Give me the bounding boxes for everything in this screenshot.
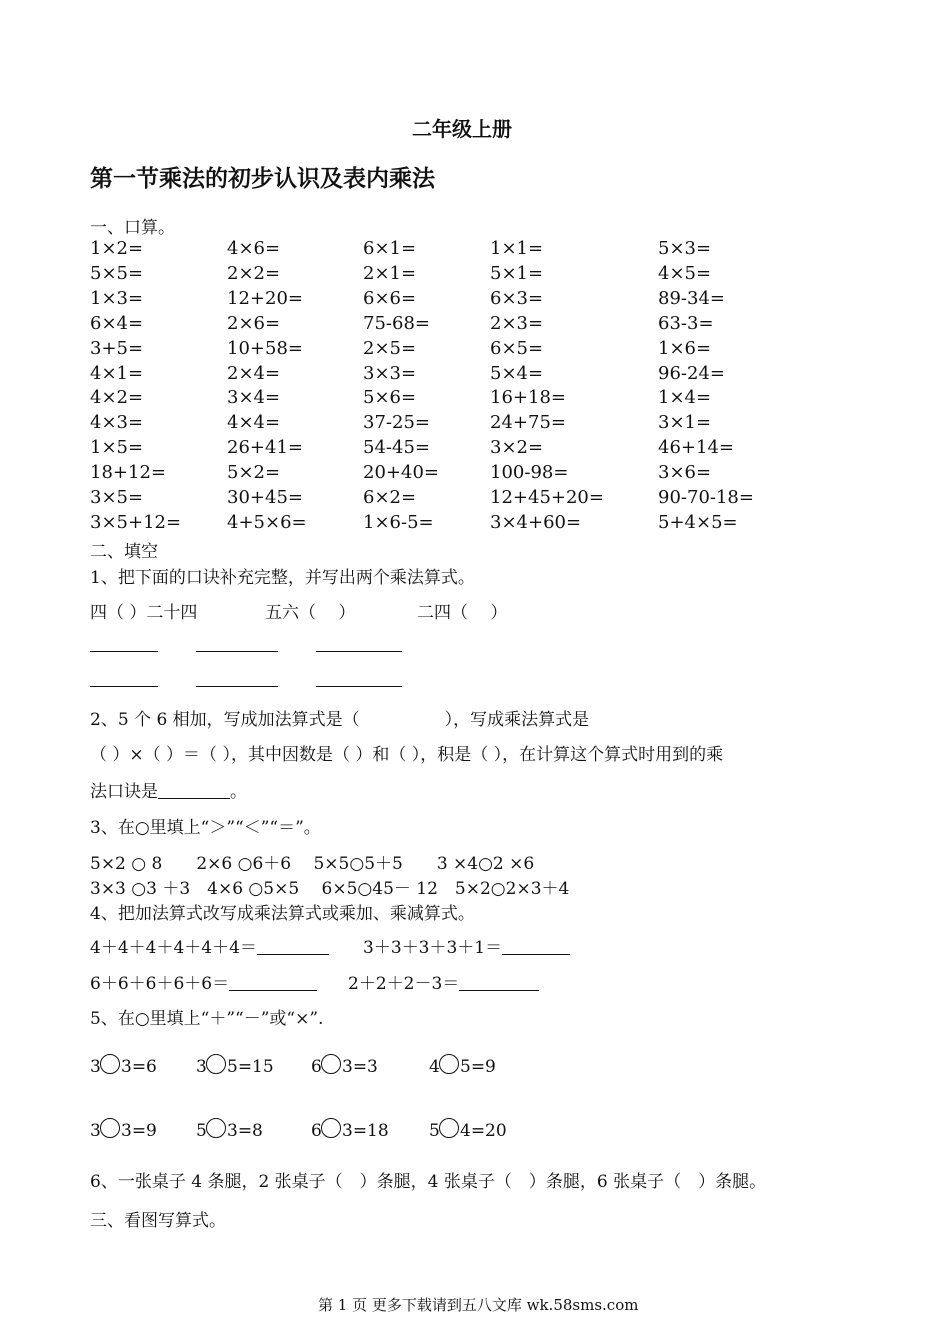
calc-problem: 2×6=	[227, 312, 281, 334]
calc-problem: 3×5=	[90, 487, 144, 508]
calc-problem: 30+45=	[227, 487, 303, 508]
operator-circle[interactable]	[439, 1054, 459, 1074]
calc-problem: 6×3=	[490, 287, 544, 309]
calc-problem: 3×4+60=	[490, 511, 582, 533]
calc-problem: 1×3=	[90, 287, 144, 309]
answer-blank[interactable]	[459, 972, 539, 991]
calc-problem: 4×6=	[227, 238, 281, 259]
calc-problem: 96-24=	[658, 362, 725, 384]
answer-line[interactable]	[90, 686, 158, 687]
q1-item-1: 四（ ）二十四	[90, 603, 198, 623]
calc-problem: 26+41=	[227, 437, 303, 459]
calc-problem: 4×1=	[90, 362, 144, 384]
answer-line[interactable]	[90, 651, 158, 652]
q4-expr-c: 6＋6＋6＋6＋6＝	[90, 974, 230, 994]
calc-problem: 54-45=	[363, 437, 430, 459]
calc-problem: 6×4=	[90, 312, 144, 334]
calc-problem: 1×5=	[90, 437, 144, 459]
calc-problem: 5×5=	[90, 262, 144, 284]
q5-operand: 3	[90, 1057, 101, 1077]
answer-line[interactable]	[196, 686, 278, 687]
calc-problem: 4+5×6=	[227, 511, 307, 533]
answer-line[interactable]	[196, 651, 278, 652]
q4-item-d	[348, 969, 539, 994]
q5-operand: 6	[311, 1121, 322, 1141]
q2-line3-text: 法口诀是	[90, 782, 158, 802]
q4-expr-d: 2＋2＋2－3＝	[348, 974, 460, 994]
calc-problem: 3×1=	[658, 412, 712, 434]
calc-problem: 90-70-18=	[658, 487, 754, 508]
q5-operand: 5	[196, 1121, 207, 1141]
operator-circle[interactable]	[100, 1118, 120, 1138]
calc-problem: 75-68=	[363, 312, 430, 334]
answer-blank[interactable]	[502, 936, 570, 955]
calc-problem: 37-25=	[363, 412, 430, 434]
calc-problem: 100-98=	[490, 462, 569, 484]
calc-problem: 46+14=	[658, 437, 734, 459]
q1-text: 1、把下面的口诀补充完整，并写出两个乘法算式。	[90, 568, 475, 588]
calc-problem: 5×6=	[363, 387, 417, 409]
answer-line[interactable]	[316, 651, 402, 652]
q5-result: 3=18	[342, 1121, 389, 1141]
q1-item-3: 二四（ ）	[417, 603, 508, 623]
calc-problem: 3×2=	[490, 437, 544, 459]
answer-blank[interactable]	[229, 972, 317, 991]
page-footer: 第 1 页 更多下载请到五八文库 wk.58sms.com	[318, 1296, 639, 1314]
answer-line[interactable]	[316, 686, 402, 687]
calc-problem: 12+20=	[227, 287, 303, 309]
section-title: 第一节乘法的初步认识及表内乘法	[90, 166, 435, 192]
calc-problem: 3×6=	[658, 462, 712, 484]
operator-circle[interactable]	[100, 1054, 120, 1074]
q6-text: 6、一张桌子 4 条腿，2 张桌子（ ）条腿，4 张桌子（ ）条腿，6 张桌子（ ）条腿。	[90, 1172, 767, 1192]
q5-operand: 4	[429, 1057, 440, 1077]
calc-problem: 89-34=	[658, 287, 725, 309]
calc-problem: 5×4=	[490, 362, 544, 384]
operator-circle[interactable]	[206, 1118, 226, 1138]
calc-problem: 5+4×5=	[658, 511, 738, 533]
q3-row-1: 5×2 ○ 8 2×6 ○6＋6 5×5○5＋5 3 ×4○2 ×6	[90, 854, 535, 874]
q5-operand: 3	[196, 1057, 207, 1077]
q5-result: 3=6	[121, 1057, 157, 1077]
calc-problem: 2×1=	[363, 262, 417, 284]
calc-problem: 1×6-5=	[363, 511, 434, 533]
q5-result: 5=15	[227, 1057, 274, 1077]
calc-problem: 12+45+20=	[490, 487, 604, 508]
calc-problem: 18+12=	[90, 462, 166, 484]
calc-problem: 1×1=	[490, 238, 544, 259]
calc-problem: 4×2=	[90, 387, 144, 409]
calc-problem: 2×3=	[490, 312, 544, 334]
calc-problem: 1×6=	[658, 337, 712, 359]
calc-problem: 5×1=	[490, 262, 544, 284]
calc-problem: 4×4=	[227, 412, 281, 434]
calc-problem: 3×4=	[227, 387, 281, 409]
q3-row-2: 3×3 ○3 ＋3 4×6 ○5×5 6×5○45－ 12 5×2○2×3＋4	[90, 879, 570, 899]
calc-problem: 1×4=	[658, 387, 712, 409]
q5-text: 5、在○里填上“＋”“－”或“×”.	[90, 1009, 324, 1029]
calc-problem: 6×6=	[363, 287, 417, 309]
calc-problem: 3×3=	[363, 362, 417, 384]
q4-item-b	[363, 933, 570, 958]
calc-problem: 20+40=	[363, 462, 439, 484]
part1-heading: 一、口算。	[90, 218, 175, 238]
answer-blank[interactable]	[158, 780, 230, 799]
q2-line2: （ ）×（ ）＝（ ），其中因数是（ ）和（ ），积是（ ），在计算这个算式时用到的乘	[90, 745, 724, 765]
q5-operand: 6	[311, 1057, 322, 1077]
operator-circle[interactable]	[206, 1054, 226, 1074]
calc-problem: 4×3=	[90, 412, 144, 434]
answer-blank[interactable]	[257, 936, 329, 955]
q1-item-2: 五六（ ）	[265, 603, 356, 623]
q4-text: 4、把加法算式改写成乘法算式或乘加、乘减算式。	[90, 904, 475, 924]
calc-problem: 63-3=	[658, 312, 714, 334]
calc-problem: 3+5=	[90, 337, 144, 359]
q5-result: 3=8	[227, 1121, 263, 1141]
q4-expr-a: 4＋4＋4＋4＋4＋4＝	[90, 938, 257, 958]
q5-result: 3=9	[121, 1121, 157, 1141]
q4-expr-b: 3＋3＋3＋3＋1＝	[363, 938, 503, 958]
q5-result: 4=20	[460, 1121, 507, 1141]
calc-problem: 1×2=	[90, 238, 144, 259]
calc-problem: 10+58=	[227, 337, 303, 359]
q5-result: 3=3	[342, 1057, 378, 1077]
calc-problem: 6×2=	[363, 487, 417, 508]
q5-operand: 3	[90, 1121, 101, 1141]
q4-item-a	[90, 933, 329, 958]
q5-result: 5=9	[460, 1057, 496, 1077]
q3-text: 3、在○里填上“＞”“＜”“＝”。	[90, 818, 321, 838]
calc-problem: 5×2=	[227, 462, 281, 484]
q2-line3-end: 。	[230, 782, 247, 802]
calc-problem: 6×1=	[363, 238, 417, 259]
calc-problem: 16+18=	[490, 387, 566, 409]
q2-line1: 2、5 个 6 相加，写成加法算式是（ ），写成乘法算式是	[90, 710, 590, 730]
calc-problem: 6×5=	[490, 337, 544, 359]
calc-problem: 4×5=	[658, 262, 712, 284]
operator-circle[interactable]	[321, 1054, 341, 1074]
operator-circle[interactable]	[321, 1118, 341, 1138]
calc-problem: 3×5+12=	[90, 511, 182, 533]
q4-item-c	[90, 969, 317, 994]
page-title: 二年级上册	[412, 117, 512, 141]
calc-problem: 2×4=	[227, 362, 281, 384]
operator-circle[interactable]	[439, 1118, 459, 1138]
calc-problem: 5×3=	[658, 238, 712, 259]
q5-operand: 5	[429, 1121, 440, 1141]
part2-heading: 二、填空	[90, 542, 158, 562]
part3-heading: 三、看图写算式。	[90, 1211, 226, 1231]
calc-problem: 2×5=	[363, 337, 417, 359]
calc-problem: 2×2=	[227, 262, 281, 284]
q2-line3	[90, 777, 247, 802]
calc-problem: 24+75=	[490, 412, 566, 434]
